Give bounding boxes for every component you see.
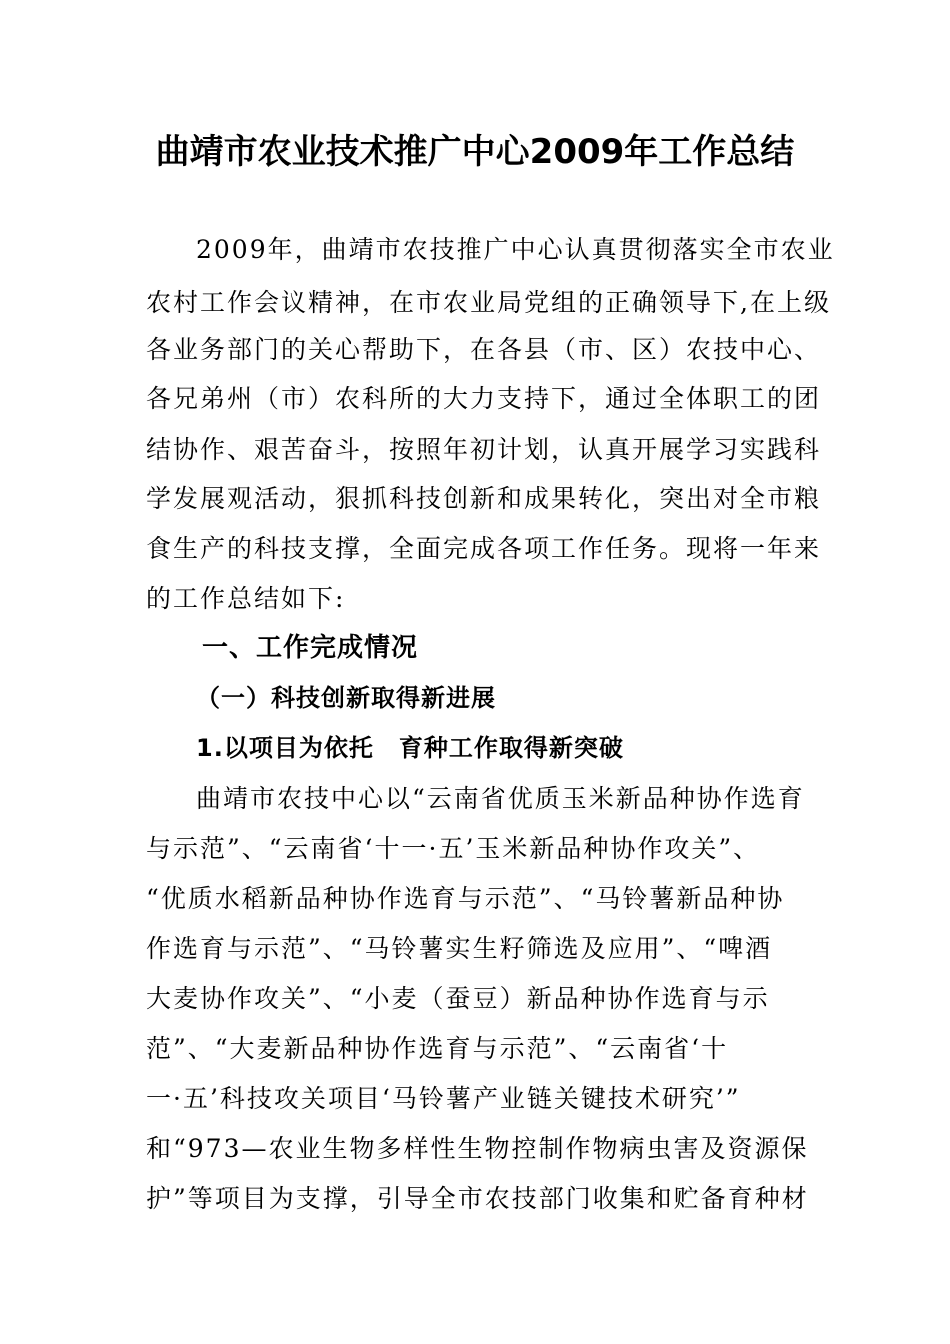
section-heading: 一、工作完成情况: [202, 633, 419, 663]
body-line: “优质水稻新品种协作选育与示范”、“马铃薯新品种协: [146, 884, 785, 913]
intro-line: 的工作总结如下:: [146, 584, 346, 613]
body-line: 一·五’科技攻关项目‘马铃薯产业链关键技术研究’”: [146, 1084, 741, 1113]
body-line: 大麦协作攻关”、“小麦（蚕豆）新品种协作选育与示: [146, 984, 770, 1013]
body-line: 范”、“大麦新品种协作选育与示范”、“云南省‘十: [146, 1034, 729, 1063]
intro-line: 各业务部门的关心帮助下，在各县（市、区）农技中心、: [146, 335, 822, 364]
intro-line: 学发展观活动，狠抓科技创新和成果转化，突出对全市粮: [146, 484, 822, 513]
body-line: 曲靖市农技中心以“云南省优质玉米新品种协作选育: [196, 784, 805, 813]
document-title: 曲靖市农业技术推广中心2009年工作总结: [155, 132, 795, 172]
subsection-heading: （一）科技创新取得新进展: [196, 684, 496, 712]
body-line: 和“973—农业生物多样性生物控制作物病虫害及资源保: [146, 1134, 809, 1163]
body-line: 与示范”、“云南省‘十一·五’玉米新品种协作攻关”、: [146, 834, 761, 863]
intro-line: 2009年，曲靖市农技推广中心认真贯彻落实全市农业: [196, 235, 835, 264]
intro-line: 食生产的科技支撑，全面完成各项工作任务。现将一年来: [146, 534, 822, 563]
body-line: 护”等项目为支撑，引导全市农技部门收集和贮备育种材: [146, 1184, 809, 1213]
body-line: 作选育与示范”、“马铃薯实生籽筛选及应用”、“啤酒: [146, 934, 773, 963]
item-heading: 1.以项目为依托 育种工作取得新突破: [196, 734, 624, 762]
intro-line: 结协作、艰苦奋斗，按照年初计划，认真开展学习实践科: [146, 435, 822, 464]
intro-line: 农村工作会议精神，在市农业局党组的正确领导下,在上级: [146, 288, 831, 317]
intro-line: 各兄弟州（市）农科所的大力支持下，通过全体职工的团: [146, 384, 822, 413]
